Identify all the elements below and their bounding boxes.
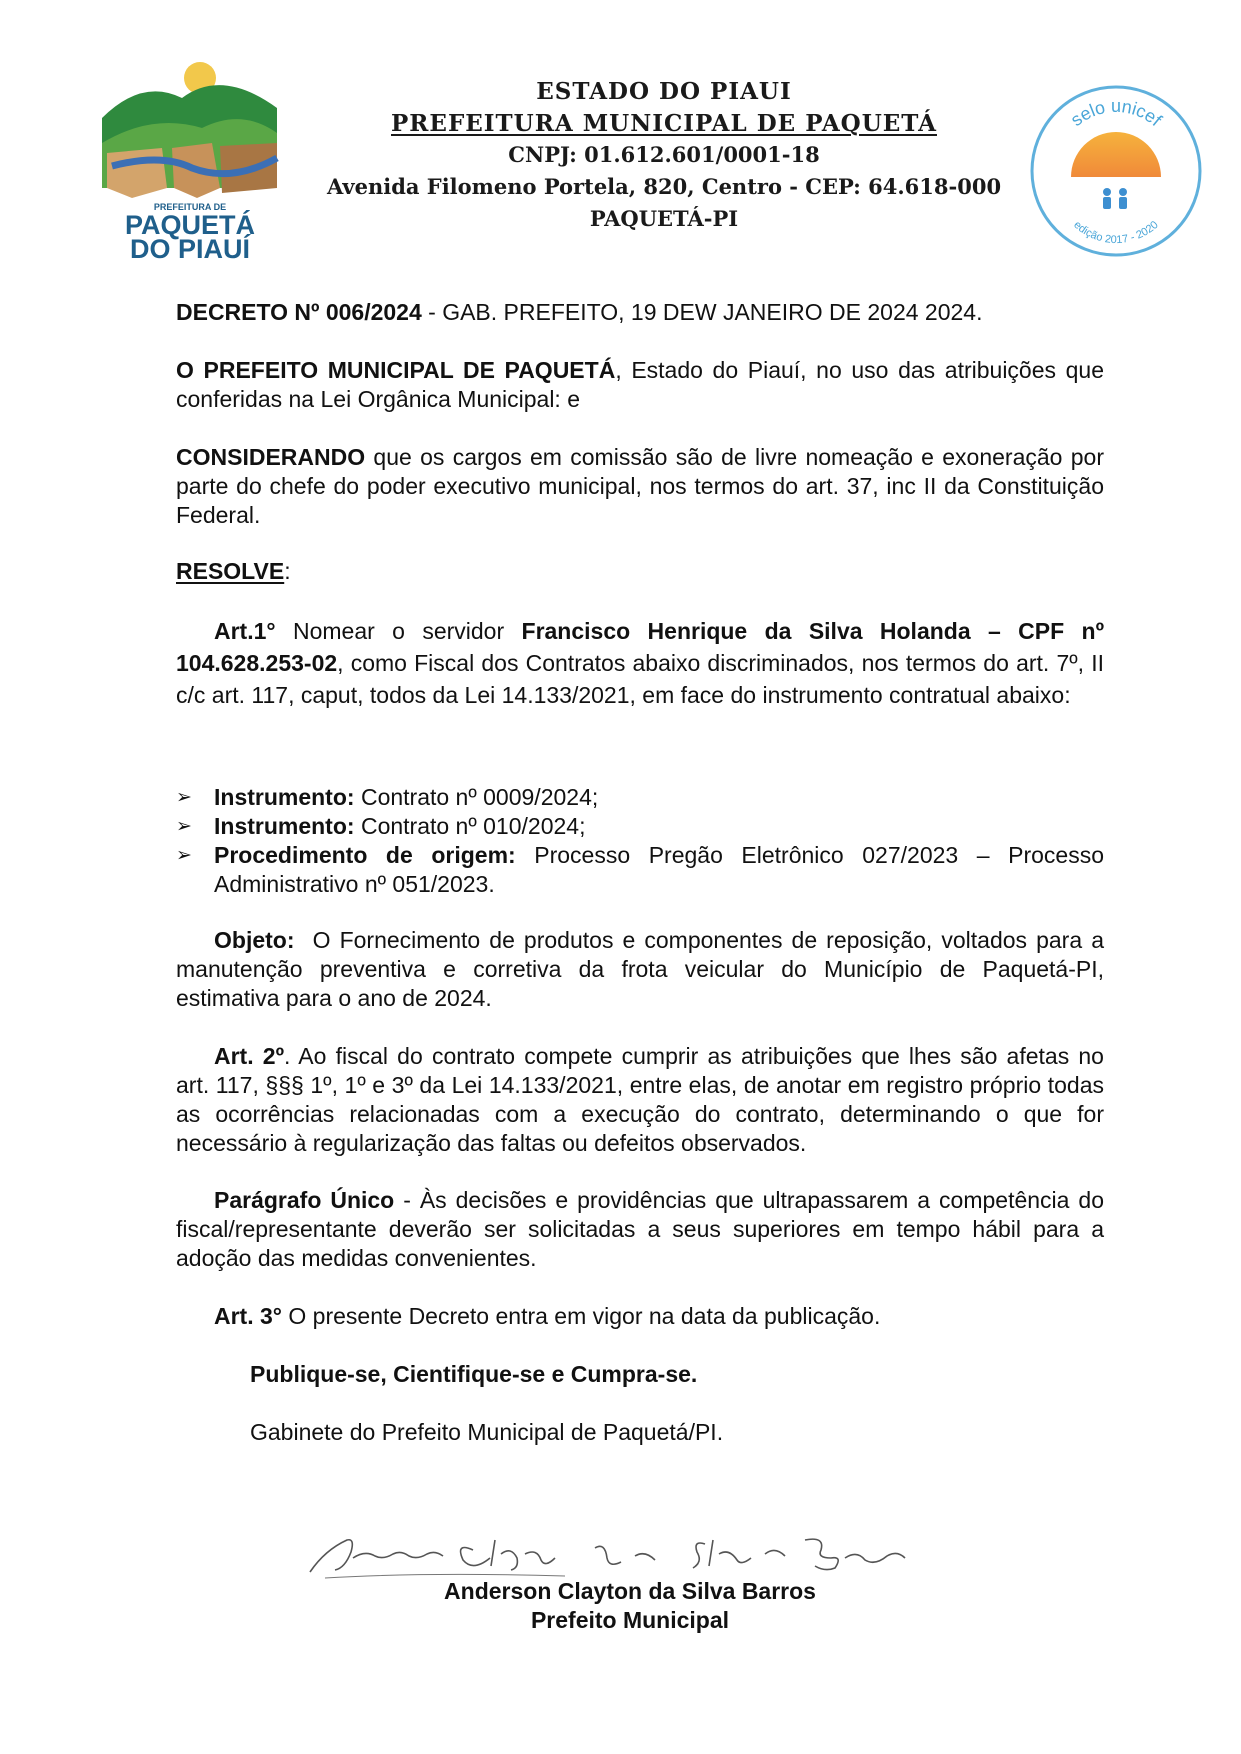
article-1-text: , como Fiscal dos Contratos abaixo discriminados, nos termos do art. 7º, II c/c art. 117, caput, todos da Lei 14.133/2021, em face do instrumento contratual abaixo: (176, 650, 1104, 708)
objeto-text: O Fornecimento de produtos e componentes de reposição, voltados para a manutenção preventiva e corretiva da frota veicular do Município de Paquetá-PI, estimativa para o ano de 2024. (176, 927, 1111, 1011)
unicef-seal-icon (1027, 82, 1205, 260)
gabinete-line: Gabinete do Prefeito Municipal de Paquetá/PI. (250, 1419, 724, 1445)
resolve-label: RESOLVE (176, 558, 285, 584)
resolve-heading: RESOLVE: (176, 558, 291, 584)
decree-title (176, 298, 1076, 327)
header-prefecture: PREFEITURA MUNICIPAL DE PAQUETÁ (391, 110, 937, 137)
svg-text:PREFEITURA DE: PREFEITURA DE (153, 202, 227, 212)
appointee-name: Francisco Henrique da Silva Holanda – CPF nº 104.628.253-02 (176, 618, 1104, 676)
paragrafo-unico (176, 1186, 1104, 1273)
arrow-bullet-icon: ➢ (176, 786, 192, 808)
svg-text:DO PIAUÍ: DO PIAUÍ (129, 234, 251, 264)
header-city: PAQUETÁ-PI (589, 206, 739, 231)
paragrafo-unico-label: Parágrafo Único (214, 1187, 395, 1213)
svg-text:selo unicef: selo unicef (1066, 96, 1166, 131)
considerando-label: CONSIDERANDO (176, 444, 366, 470)
header-state: ESTADO DO PIAUI (536, 78, 792, 105)
intro-paragraph (176, 356, 1104, 414)
decree-date: - GAB. PREFEITO, 19 DEW JANEIRO DE 2024 2024. (421, 299, 983, 325)
municipality-logo (102, 58, 300, 266)
decree-number: DECRETO Nº 006/2024 (176, 299, 422, 325)
paqueta-landscape-emblem (102, 58, 300, 266)
objeto-label: Objeto: (214, 927, 295, 953)
signer-role: Prefeito Municipal (530, 1607, 730, 1633)
article-2-label: Art. 2º (214, 1043, 284, 1069)
arrow-bullet-icon: ➢ (176, 844, 192, 866)
paragrafo-unico-text: - Às decisões e providências que ultrapassarem a competência do fiscal/representante deverão ser solicitadas a seus superiores em tempo hábil para a adoção das medidas convenientes. (176, 1187, 1104, 1271)
article-2 (176, 1042, 1104, 1158)
svg-text:edição 2017 - 2020: edição 2017 - 2020 (1071, 218, 1161, 247)
article-3 (176, 1302, 1104, 1331)
article-1-label: Art.1° (214, 618, 276, 644)
arrow-bullet-icon: ➢ (176, 815, 192, 837)
considerando-paragraph (176, 443, 1104, 530)
publique-line: Publique-se, Cientifique-se e Cumpra-se. (250, 1361, 698, 1387)
article-1: Art.1° Nomear o servidor Francisco Henrique da Silva Holanda – CPF nº 104.628.253-02, como Fiscal dos Contratos abaixo discriminados, nos termos do art. 7º, II c/c art. 117, caput, todos da Lei 14.133/2021, em face do instrumento contratual abaixo: (176, 618, 1104, 708)
unicef-seal-logo (1027, 82, 1205, 260)
article-3-label: Art. 3° (214, 1303, 282, 1329)
article-3-text: O presente Decreto entra em vigor na data da publicação. (282, 1303, 881, 1329)
svg-text:PAQUETÁ: PAQUETÁ (124, 210, 256, 240)
signer-name: Anderson Clayton da Silva Barros (444, 1578, 816, 1604)
article-2-text: . Ao fiscal do contrato compete cumprir as atribuições que lhes são afetas no art. 117, §§§ 1º, 1º e 3º da Lei 14.133/2021, entre elas, de anotar em registro próprio todas as ocorrências relacionadas com a execução do contrato, determinando o que for necessário à regularização das faltas ou defeitos observados. (176, 1043, 1104, 1156)
header-address: Avenida Filomeno Portela, 820, Centro - CEP: 64.618-000 (326, 174, 1002, 199)
intro-bold: O PREFEITO MUNICIPAL DE PAQUETÁ (176, 357, 616, 383)
considerando-text: que os cargos em comissão são de livre nomeação e exoneração por parte do chefe do poder executivo municipal, nos termos do art. 37, inc II da Constituição Federal. (176, 444, 1104, 528)
header-cnpj: CNPJ: 01.612.601/0001-18 (508, 142, 820, 167)
objeto-paragraph (176, 926, 1111, 1013)
intro-text: , Estado do Piauí, no uso das atribuições que conferidas na Lei Orgânica Municipal: e (176, 357, 1104, 412)
